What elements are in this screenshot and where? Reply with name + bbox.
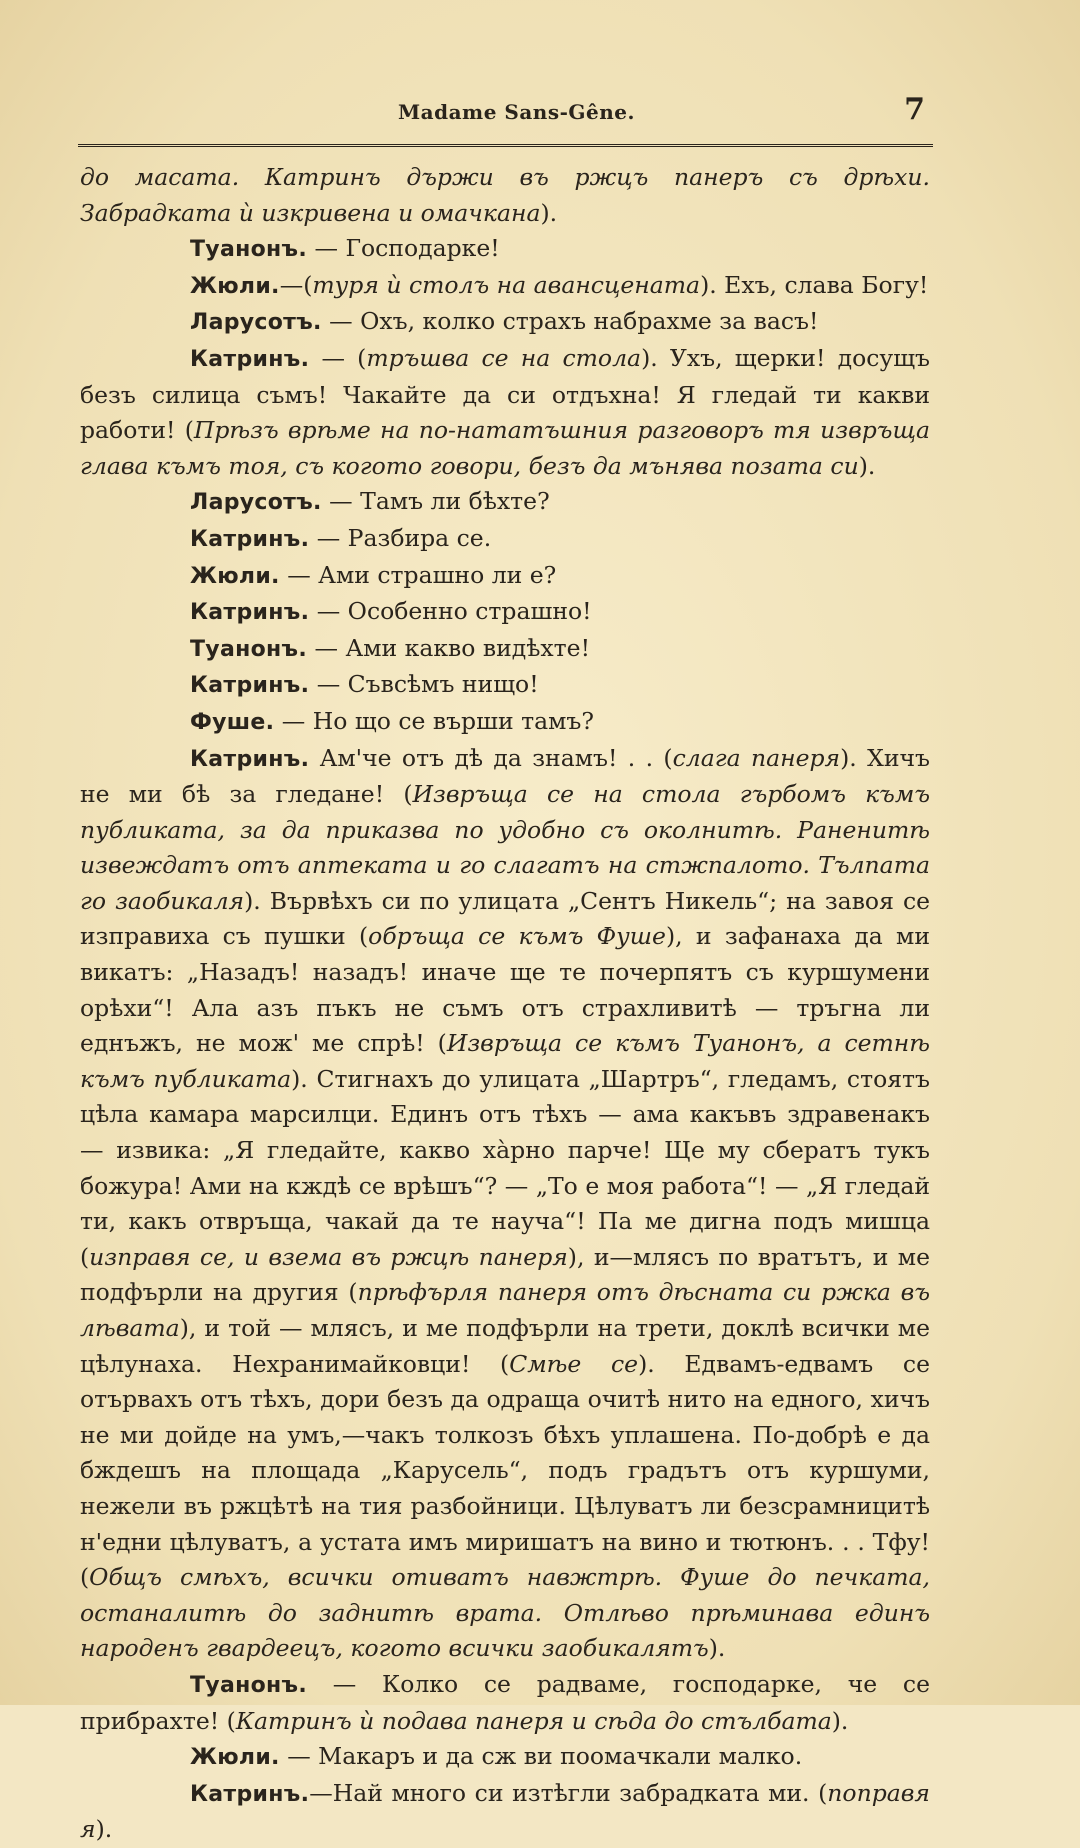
dialogue-text: ). Вървѣхъ си по улицата „Сентъ Никель“; на завоя се изправиха съ пушки ( bbox=[80, 886, 931, 951]
speaker-name: Жюли. bbox=[190, 273, 280, 299]
speaker-name: Туанонъ. bbox=[190, 636, 307, 662]
dialogue-text: Ам'че отъ дѣ да знамъ! . . ( bbox=[309, 743, 673, 772]
dialogue-text: ), и зафанаха да ми викатъ: „Назадъ! назадъ! иначе ще те почерпятъ съ куршумени орѣхи“! Ала азъ пъкъ не съмъ отъ страхливитѣ — тръгна ли еднъжъ, не мож' ме спрѣ! ( bbox=[80, 922, 930, 1058]
speaker-name: Катринъ. bbox=[190, 346, 310, 372]
dialogue-text: ). Ухъ, щерки! досущъ безъ силица съмъ! Чакайте да си отдъхна! Я гледай ти какви работи! ( bbox=[80, 343, 931, 445]
dialogue-text: ), и—млясъ по вратътъ, и ме подфърли на другия ( bbox=[80, 1242, 930, 1307]
page-number: 7 bbox=[904, 92, 925, 127]
speaker-name: Катринъ. bbox=[190, 673, 310, 699]
stage-direction: Прѣзъ врѣме на по-нататъшния разговоръ тя извръща глава къмъ тоя, съ когото говори, безъ да мънява позата си bbox=[80, 416, 930, 480]
stage-direction: туря ѝ столъ на авансцената bbox=[312, 270, 701, 299]
dialogue-text: ). Стигнахъ до улицата „Шартръ“, гледамъ, стоятъ цѣла камара марсилци. Единъ отъ тѣхъ — ама какъвъ здравенакъ — извика: „Я гледайте, какво хàрно парче! Ще му сбератъ тукъ божура! Ами на кждѣ се врѣшъ“? — „То е моя работа“! — „Я гледай ти, какъ отвръща, чакай да те науча“! Па ме дигна подъ мишца ( bbox=[80, 1064, 930, 1271]
dialogue-line bbox=[80, 631, 930, 668]
dialogue-text: — Разбира се. bbox=[309, 523, 492, 552]
dialogue-line bbox=[80, 1739, 930, 1776]
page-body bbox=[80, 160, 930, 1848]
dialogue-line bbox=[80, 1776, 930, 1848]
running-title: Madame Sans-Gêne. bbox=[398, 100, 635, 124]
dialogue-line bbox=[80, 1667, 930, 1739]
dialogue-line bbox=[80, 304, 930, 341]
speaker-name: Катринъ. bbox=[190, 600, 310, 626]
speaker-name: Катринъ. bbox=[190, 526, 310, 552]
stage-direction: тръшва се на стола bbox=[366, 343, 642, 372]
dialogue-text: ). Хичъ не ми бѣ за гледане! ( bbox=[80, 743, 930, 809]
dialogue-text: —Най много си изтѣгли забрадката ми. ( bbox=[309, 1778, 828, 1807]
dialogue-text: — Но що се върши тамъ? bbox=[274, 706, 594, 735]
dialogue-text: — Макаръ и да сж ви поомачкали малко. bbox=[279, 1742, 803, 1771]
stage-direction: Смѣе се bbox=[509, 1349, 639, 1378]
dialogue-line bbox=[80, 667, 930, 704]
dialogue-line bbox=[80, 558, 930, 595]
dialogue-text: —( bbox=[279, 270, 313, 299]
dialogue-line bbox=[80, 341, 930, 484]
speaker-name: Ларусотъ. bbox=[190, 310, 322, 336]
dialogue-line bbox=[80, 704, 930, 741]
dialogue-text: ). bbox=[708, 1634, 726, 1663]
dialogue-text: — Съвсѣмъ нищо! bbox=[309, 670, 539, 699]
speaker-name: Жюли. bbox=[190, 1745, 280, 1771]
stage-direction: Катринъ ѝ подава панеря и сѣда до стълбата bbox=[235, 1706, 832, 1735]
dialogue-text: ). Едвамъ-едвамъ се отървахъ отъ тѣхъ, дори безъ да одраща очитѣ нито на едного, хичъ не ми дойде на умъ,—чакъ толкозъ бѣхъ уплашена. По-добрѣ е да бждешъ на площада „Карусель“, подъ градътъ отъ куршуми, нежели въ ржцѣтѣ на тия разбойници. Цѣлуватъ ли безсрамницитѣ н'едни цѣлуватъ, а устата имъ миришатъ на вино и тютюнъ. . . Тфу! ( bbox=[80, 1349, 930, 1592]
dialogue-line bbox=[80, 741, 930, 1667]
header-rule bbox=[78, 144, 933, 147]
speaker-name: Фуше. bbox=[190, 709, 275, 735]
speaker-name: Жюли. bbox=[190, 563, 280, 589]
dialogue-text: ), и той — млясъ, и ме подфърли на трети, доклѣ всички ме цѣлунаха. Нехранимайковци! ( bbox=[80, 1314, 930, 1378]
speaker-name: Туанонъ. bbox=[190, 1672, 307, 1698]
speaker-name: Катринъ. bbox=[190, 746, 310, 772]
stage-direction: Извръща се на стола гърбомъ къмъ публиката, за да приказва по удобно съ околнитѣ. Раненитѣ извеждатъ отъ аптеката и го слагатъ на стжпалото. Тълпата го заобикаля bbox=[80, 780, 930, 915]
dialogue-text: — Ами какво видѣхте! bbox=[307, 633, 591, 662]
dialogue-text: ). Ехъ, слава Богу! bbox=[700, 270, 929, 299]
dialogue-line bbox=[80, 484, 930, 521]
dialogue-text: ). bbox=[858, 451, 876, 480]
stage-direction-continuation bbox=[80, 160, 930, 231]
dialogue-line bbox=[80, 231, 930, 268]
stage-direction: Извръща се къмъ Туанонъ, а сетнѣ къмъ публиката bbox=[80, 1029, 931, 1093]
speaker-name: Туанонъ. bbox=[190, 237, 307, 263]
speaker-name: Катринъ. bbox=[190, 1781, 310, 1807]
dialogue-line bbox=[80, 521, 930, 558]
speaker-name: Ларусотъ. bbox=[190, 490, 322, 516]
page-header bbox=[78, 92, 933, 136]
dialogue-text: — Особенно страшно! bbox=[309, 597, 592, 626]
dialogue-text: — Господарке! bbox=[307, 234, 500, 263]
dialogue-text: ). bbox=[831, 1706, 849, 1735]
stage-direction: прѣфърля панеря отъ дѣсната си ржка въ лѣвата bbox=[80, 1278, 930, 1342]
dialogue-text: — Охъ, колко страхъ набрахме за васъ! bbox=[321, 307, 819, 336]
stage-direction: обръща се къмъ Фуше bbox=[368, 922, 666, 951]
dialogue-line bbox=[80, 268, 930, 305]
dialogue-text: ). bbox=[95, 1815, 113, 1844]
punctuation: ). bbox=[540, 198, 558, 227]
stage-direction: Общъ смѣхъ, всички отиватъ навжтрѣ. Фуше до печката, останалитѣ до заднитѣ врата. Отлѣво прѣминава единъ народенъ гвардеецъ, когото всички заобикалятъ bbox=[80, 1563, 930, 1663]
stage-direction: поправя я bbox=[80, 1778, 930, 1844]
dialogue-text: — ( bbox=[309, 343, 367, 372]
dialogue-text: — Ами страшно ли е? bbox=[279, 560, 557, 589]
stage-direction: до масата. Катринъ държи въ ржцъ панеръ съ дрѣхи. Забрадката ѝ изкривена и омачкана bbox=[80, 163, 930, 227]
dialogue-line bbox=[80, 594, 930, 631]
stage-direction: изправя се, и взема въ ржцѣ панеря bbox=[89, 1242, 568, 1271]
dialogue-text: — Тамъ ли бѣхте? bbox=[321, 487, 550, 516]
stage-direction: слага панеря bbox=[672, 743, 841, 772]
dialogue-text: — Колко се радваме, господарке, че се прибрахте! ( bbox=[80, 1669, 930, 1735]
